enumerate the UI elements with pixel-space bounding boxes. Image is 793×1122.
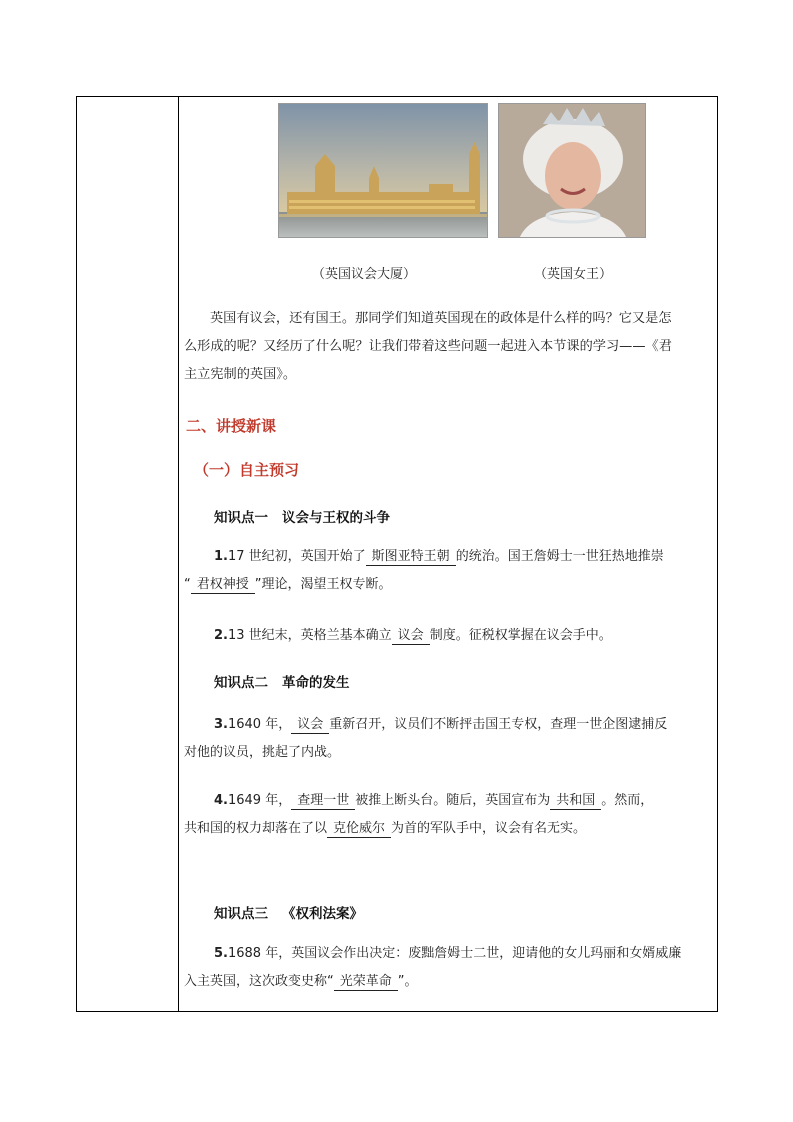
question-text: 1640 年， [227, 717, 292, 732]
question-text: 对他的议员，挑起了内战。 [184, 745, 341, 760]
question-1 [184, 543, 709, 599]
question-text: ”理论，渴望王权专断。 [254, 577, 392, 592]
question-text: 的统治。国王詹姆士一世狂热地推崇 [455, 549, 664, 564]
question-text: 。然而， [601, 793, 654, 808]
answer-blank: 查理一世 [291, 793, 355, 810]
question-number: 1. [214, 549, 228, 564]
question-text: 共和国的权力却落在了以 [184, 821, 328, 836]
answer-blank: 光荣革命 [334, 974, 398, 991]
question-text: 1649 年， [227, 793, 292, 808]
answer-blank: 共和国 [550, 793, 601, 810]
question-text: 17 世纪初，英国开始了 [227, 549, 366, 564]
question-text: 重新召开，议员们不断抨击国王专权，查理一世企图逮捕反 [329, 717, 668, 732]
answer-blank: 克伦威尔 [327, 821, 391, 838]
question-text: “ [184, 577, 191, 592]
question-text: 为首的军队手中，议会有名无实。 [391, 821, 587, 836]
question-5 [184, 940, 709, 996]
question-text: 制度。征税权掌握在议会手中。 [429, 628, 612, 643]
queen-photo [498, 103, 646, 238]
kp1-title [214, 506, 390, 526]
lesson-content [184, 97, 709, 1011]
queen-caption: （英国女王） [534, 267, 613, 282]
intro-paragraph [184, 305, 709, 389]
kp-heading: 议会与王权的斗争 [282, 510, 390, 526]
question-text: 13 世纪末，英格兰基本确立 [227, 628, 392, 643]
kp-label: 知识点一 [214, 510, 268, 526]
answer-blank: 斯图亚特王朝 [366, 549, 456, 566]
kp-label: 知识点三 [214, 906, 268, 922]
intro-line: 英国有议会，还有国王。那同学们知道英国现在的政体是什么样的吗？它又是怎 [210, 311, 672, 326]
intro-line: 主立宪制的英国》。 [184, 367, 297, 382]
question-4 [184, 787, 709, 843]
intro-line: 么形成的呢？又经历了什么呢？让我们带着这些问题一起进入本节课的学习——《君 [184, 339, 672, 354]
question-number: 2. [214, 628, 228, 643]
question-text: ”。 [397, 974, 418, 989]
kp3-title [214, 902, 363, 922]
answer-blank: 议会 [392, 628, 430, 645]
answer-blank: 君权神授 [191, 577, 255, 594]
question-number: 4. [214, 793, 228, 808]
table-frame [76, 96, 718, 1012]
parliament-photo [278, 103, 488, 238]
question-text: 1688 年，英国议会作出决定：废黜詹姆士二世，迎请他的女儿玛丽和女婿威廉 [227, 946, 682, 961]
kp2-title [214, 671, 350, 691]
question-text: 被推上断头台。随后，英国宣布为 [355, 793, 551, 808]
kp-heading: 《权利法案》 [282, 906, 363, 922]
section-title: 二、讲授新课 [186, 417, 277, 435]
question-number: 5. [214, 946, 228, 961]
kp-label: 知识点二 [214, 675, 268, 691]
answer-blank: 议会 [291, 717, 329, 734]
question-text: 入主英国，这次政变史称“ [184, 974, 334, 989]
kp-heading: 革命的发生 [282, 675, 350, 691]
question-2 [184, 622, 709, 650]
subsection-title: （一）自主预习 [194, 461, 300, 479]
parliament-caption: （英国议会大厦） [312, 267, 417, 282]
column-divider [178, 97, 179, 1011]
question-number: 3. [214, 717, 228, 732]
question-3 [184, 711, 709, 767]
